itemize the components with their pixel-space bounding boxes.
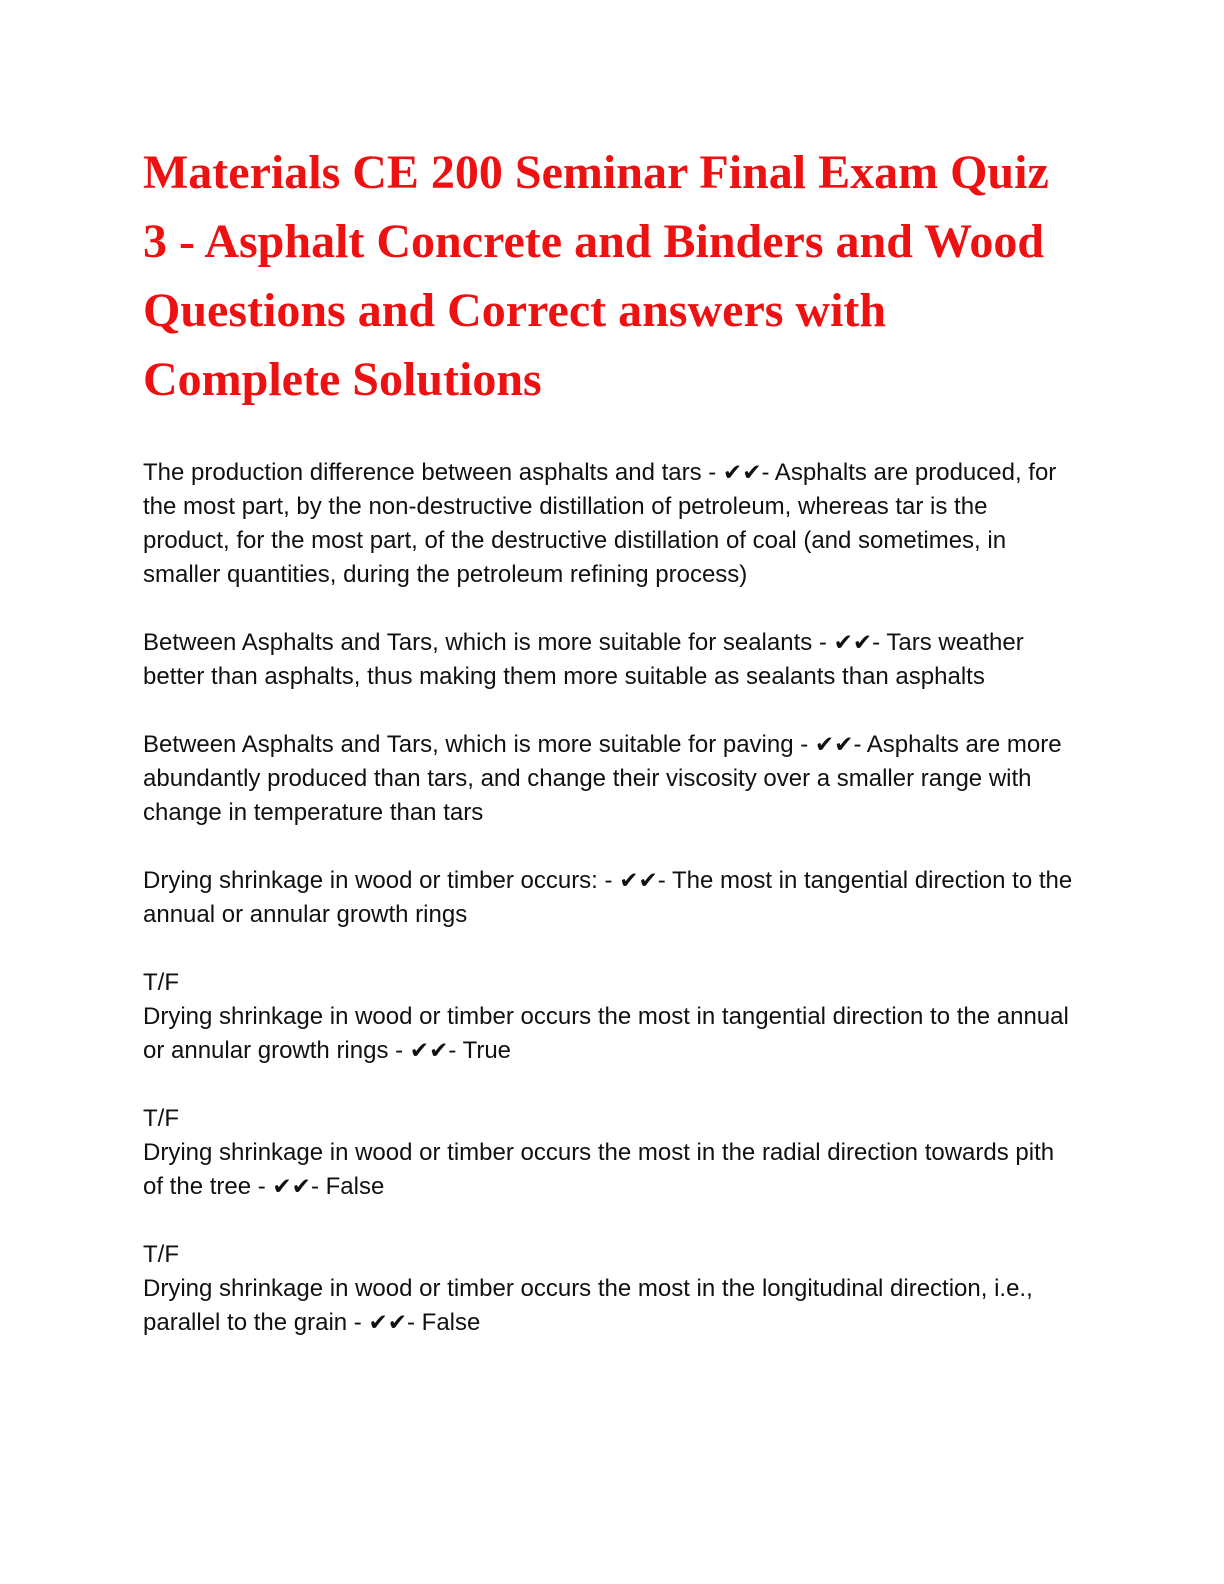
qa-list xyxy=(143,456,1073,1340)
qa-text xyxy=(143,626,1073,694)
qa-text xyxy=(143,864,1073,932)
qa-text xyxy=(143,1000,1073,1068)
double-check-icon: ✔✔ xyxy=(722,460,762,486)
qa-text xyxy=(143,1272,1073,1340)
tf-label: T/F xyxy=(143,969,179,996)
qa-text xyxy=(143,1136,1073,1204)
qa-text xyxy=(143,456,1073,592)
tf-label: T/F xyxy=(143,1241,179,1268)
question-text: The production difference between asphalts and tars - xyxy=(143,459,723,486)
double-check-icon: ✔✔ xyxy=(409,1038,449,1064)
answer-text: - Tars weather better than asphalts, thus making them more suitable as sealants than asphalts xyxy=(143,629,1024,690)
answer-text: - The most in tangential direction to the annual or annular growth rings xyxy=(143,867,1073,928)
question-text: Drying shrinkage in wood or timber occurs the most in tangential direction to the annual or annular growth rings - xyxy=(143,1003,1069,1064)
page-title: Materials CE 200 Seminar Final Exam Quiz 3 - Asphalt Concrete and Binders and Wood Questions and Correct answers with Complete Solutions xyxy=(143,146,1049,406)
question-text: Between Asphalts and Tars, which is more suitable for sealants - xyxy=(143,629,834,656)
answer-text: - Asphalts are produced, for the most part, by the non-destructive distillation of petroleum, whereas tar is the product, for the most part, of the destructive distillation of coal (and sometimes, in smaller quantities, during the petroleum refining process) xyxy=(143,459,1057,588)
double-check-icon: ✔✔ xyxy=(619,868,658,894)
qa-item xyxy=(143,1238,1073,1340)
answer-text: - True xyxy=(448,1037,512,1064)
qa-item xyxy=(143,626,1073,694)
answer-text: - Asphalts are more abundantly produced than tars, and change their viscosity over a smaller range with change in temperature than tars xyxy=(143,731,1062,826)
tf-label: T/F xyxy=(143,1105,179,1132)
question-text: Between Asphalts and Tars, which is more suitable for paving - xyxy=(143,731,815,758)
qa-text xyxy=(143,728,1073,830)
qa-item xyxy=(143,456,1073,592)
double-check-icon: ✔✔ xyxy=(368,1310,408,1336)
answer-text: - False xyxy=(310,1173,385,1200)
double-check-icon: ✔✔ xyxy=(272,1174,311,1200)
qa-item xyxy=(143,728,1073,830)
qa-item xyxy=(143,1102,1073,1204)
double-check-icon: ✔✔ xyxy=(814,732,854,758)
qa-item xyxy=(143,966,1073,1068)
question-text: Drying shrinkage in wood or timber occurs: - xyxy=(143,867,620,894)
document-page xyxy=(143,138,1073,1374)
question-text: Drying shrinkage in wood or timber occurs the most in the radial direction towards pith of the tree - xyxy=(143,1139,1055,1200)
double-check-icon: ✔✔ xyxy=(833,630,873,656)
qa-item xyxy=(143,864,1073,932)
answer-text: - False xyxy=(407,1309,481,1336)
question-text: Drying shrinkage in wood or timber occurs the most in the longitudinal direction, i.e., parallel to the grain - xyxy=(143,1275,1033,1336)
